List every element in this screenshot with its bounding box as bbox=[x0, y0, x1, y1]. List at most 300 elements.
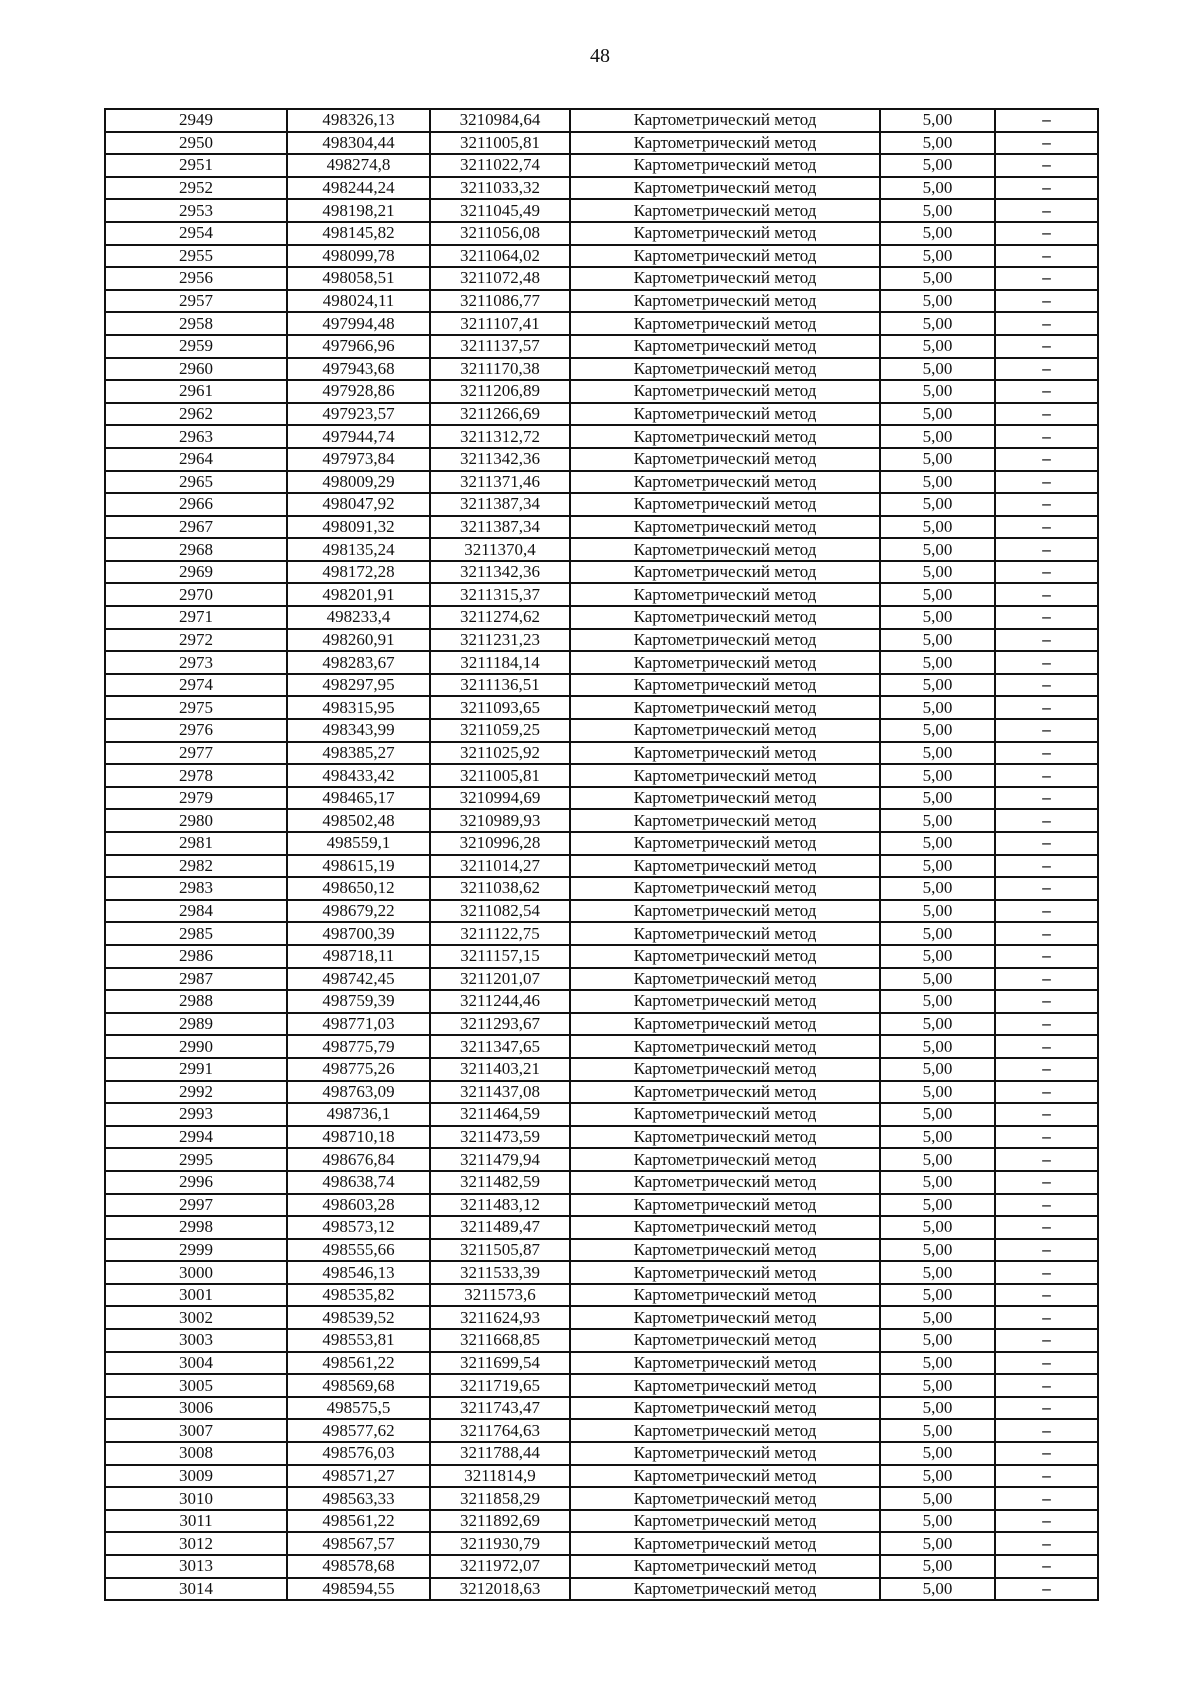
point-number-cell: 2991 bbox=[105, 1058, 287, 1081]
y-coordinate-cell: 3211005,81 bbox=[430, 764, 570, 787]
table-row bbox=[105, 267, 1098, 290]
point-number-cell: 2958 bbox=[105, 312, 287, 335]
accuracy-cell: 5,00 bbox=[880, 742, 995, 765]
dash-cell: – bbox=[995, 900, 1098, 923]
method-cell: Картометрический метод bbox=[570, 968, 880, 991]
accuracy-cell: 5,00 bbox=[880, 403, 995, 426]
x-coordinate-cell: 497973,84 bbox=[287, 448, 430, 471]
point-number-cell: 3012 bbox=[105, 1532, 287, 1555]
y-coordinate-cell: 3211137,57 bbox=[430, 335, 570, 358]
x-coordinate-cell: 498559,1 bbox=[287, 832, 430, 855]
accuracy-cell: 5,00 bbox=[880, 1284, 995, 1307]
accuracy-cell: 5,00 bbox=[880, 1081, 995, 1104]
point-number-cell: 2963 bbox=[105, 425, 287, 448]
x-coordinate-cell: 498233,4 bbox=[287, 606, 430, 629]
dash-cell: – bbox=[995, 380, 1098, 403]
table-row bbox=[105, 1239, 1098, 1262]
x-coordinate-cell: 498638,74 bbox=[287, 1171, 430, 1194]
point-number-cell: 2962 bbox=[105, 403, 287, 426]
accuracy-cell: 5,00 bbox=[880, 1329, 995, 1352]
y-coordinate-cell: 3211347,65 bbox=[430, 1035, 570, 1058]
accuracy-cell: 5,00 bbox=[880, 1126, 995, 1149]
table-row bbox=[105, 199, 1098, 222]
dash-cell: – bbox=[995, 1171, 1098, 1194]
y-coordinate-cell: 3211082,54 bbox=[430, 900, 570, 923]
y-coordinate-cell: 3211479,94 bbox=[430, 1148, 570, 1171]
method-cell: Картометрический метод bbox=[570, 290, 880, 313]
dash-cell: – bbox=[995, 855, 1098, 878]
method-cell: Картометрический метод bbox=[570, 1510, 880, 1533]
accuracy-cell: 5,00 bbox=[880, 290, 995, 313]
accuracy-cell: 5,00 bbox=[880, 1487, 995, 1510]
method-cell: Картометрический метод bbox=[570, 606, 880, 629]
y-coordinate-cell: 3211033,32 bbox=[430, 177, 570, 200]
point-number-cell: 2981 bbox=[105, 832, 287, 855]
method-cell: Картометрический метод bbox=[570, 312, 880, 335]
table-row bbox=[105, 245, 1098, 268]
dash-cell: – bbox=[995, 1013, 1098, 1036]
x-coordinate-cell: 498099,78 bbox=[287, 245, 430, 268]
y-coordinate-cell: 3211064,02 bbox=[430, 245, 570, 268]
accuracy-cell: 5,00 bbox=[880, 1555, 995, 1578]
table-row bbox=[105, 177, 1098, 200]
dash-cell: – bbox=[995, 787, 1098, 810]
y-coordinate-cell: 3211022,74 bbox=[430, 154, 570, 177]
accuracy-cell: 5,00 bbox=[880, 651, 995, 674]
x-coordinate-cell: 498615,19 bbox=[287, 855, 430, 878]
accuracy-cell: 5,00 bbox=[880, 493, 995, 516]
accuracy-cell: 5,00 bbox=[880, 968, 995, 991]
table-row bbox=[105, 1035, 1098, 1058]
y-coordinate-cell: 3211315,37 bbox=[430, 583, 570, 606]
y-coordinate-cell: 3211573,6 bbox=[430, 1284, 570, 1307]
x-coordinate-cell: 498775,79 bbox=[287, 1035, 430, 1058]
accuracy-cell: 5,00 bbox=[880, 855, 995, 878]
method-cell: Картометрический метод bbox=[570, 990, 880, 1013]
point-number-cell: 2999 bbox=[105, 1239, 287, 1262]
method-cell: Картометрический метод bbox=[570, 764, 880, 787]
dash-cell: – bbox=[995, 132, 1098, 155]
accuracy-cell: 5,00 bbox=[880, 132, 995, 155]
y-coordinate-cell: 3211930,79 bbox=[430, 1532, 570, 1555]
accuracy-cell: 5,00 bbox=[880, 900, 995, 923]
dash-cell: – bbox=[995, 335, 1098, 358]
dash-cell: – bbox=[995, 1081, 1098, 1104]
method-cell: Картометрический метод bbox=[570, 922, 880, 945]
table-row bbox=[105, 1419, 1098, 1442]
point-number-cell: 2982 bbox=[105, 855, 287, 878]
point-number-cell: 2967 bbox=[105, 516, 287, 539]
table-row bbox=[105, 1329, 1098, 1352]
dash-cell: – bbox=[995, 583, 1098, 606]
accuracy-cell: 5,00 bbox=[880, 154, 995, 177]
y-coordinate-cell: 3211719,65 bbox=[430, 1374, 570, 1397]
accuracy-cell: 5,00 bbox=[880, 1035, 995, 1058]
y-coordinate-cell: 3211387,34 bbox=[430, 493, 570, 516]
y-coordinate-cell: 3211184,14 bbox=[430, 651, 570, 674]
point-number-cell: 2951 bbox=[105, 154, 287, 177]
point-number-cell: 2995 bbox=[105, 1148, 287, 1171]
method-cell: Картометрический метод bbox=[570, 1352, 880, 1375]
dash-cell: – bbox=[995, 222, 1098, 245]
dash-cell: – bbox=[995, 154, 1098, 177]
method-cell: Картометрический метод bbox=[570, 1148, 880, 1171]
y-coordinate-cell: 3210994,69 bbox=[430, 787, 570, 810]
method-cell: Картометрический метод bbox=[570, 1397, 880, 1420]
y-coordinate-cell: 3211699,54 bbox=[430, 1352, 570, 1375]
method-cell: Картометрический метод bbox=[570, 945, 880, 968]
point-number-cell: 2965 bbox=[105, 471, 287, 494]
x-coordinate-cell: 498315,95 bbox=[287, 696, 430, 719]
dash-cell: – bbox=[995, 425, 1098, 448]
method-cell: Картометрический метод bbox=[570, 1465, 880, 1488]
accuracy-cell: 5,00 bbox=[880, 1194, 995, 1217]
point-number-cell: 2985 bbox=[105, 922, 287, 945]
dash-cell: – bbox=[995, 1126, 1098, 1149]
x-coordinate-cell: 498297,95 bbox=[287, 674, 430, 697]
table-row bbox=[105, 1126, 1098, 1149]
dash-cell: – bbox=[995, 1103, 1098, 1126]
dash-cell: – bbox=[995, 922, 1098, 945]
method-cell: Картометрический метод bbox=[570, 538, 880, 561]
table-row bbox=[105, 335, 1098, 358]
table-row bbox=[105, 471, 1098, 494]
method-cell: Картометрический метод bbox=[570, 1261, 880, 1284]
y-coordinate-cell: 3211489,47 bbox=[430, 1216, 570, 1239]
table-row bbox=[105, 787, 1098, 810]
point-number-cell: 3004 bbox=[105, 1352, 287, 1375]
table-row bbox=[105, 877, 1098, 900]
y-coordinate-cell: 3211370,4 bbox=[430, 538, 570, 561]
method-cell: Картометрический метод bbox=[570, 651, 880, 674]
point-number-cell: 2955 bbox=[105, 245, 287, 268]
point-number-cell: 2973 bbox=[105, 651, 287, 674]
x-coordinate-cell: 498555,66 bbox=[287, 1239, 430, 1262]
method-cell: Картометрический метод bbox=[570, 154, 880, 177]
x-coordinate-cell: 498576,03 bbox=[287, 1442, 430, 1465]
y-coordinate-cell: 3211505,87 bbox=[430, 1239, 570, 1262]
accuracy-cell: 5,00 bbox=[880, 990, 995, 1013]
table-row bbox=[105, 109, 1098, 132]
x-coordinate-cell: 498571,27 bbox=[287, 1465, 430, 1488]
x-coordinate-cell: 498573,12 bbox=[287, 1216, 430, 1239]
method-cell: Картометрический метод bbox=[570, 1216, 880, 1239]
accuracy-cell: 5,00 bbox=[880, 629, 995, 652]
x-coordinate-cell: 498024,11 bbox=[287, 290, 430, 313]
x-coordinate-cell: 498385,27 bbox=[287, 742, 430, 765]
x-coordinate-cell: 498274,8 bbox=[287, 154, 430, 177]
method-cell: Картометрический метод bbox=[570, 1487, 880, 1510]
point-number-cell: 2961 bbox=[105, 380, 287, 403]
table-row bbox=[105, 358, 1098, 381]
dash-cell: – bbox=[995, 538, 1098, 561]
method-cell: Картометрический метод bbox=[570, 674, 880, 697]
x-coordinate-cell: 498283,67 bbox=[287, 651, 430, 674]
table-row bbox=[105, 1284, 1098, 1307]
coordinates-table bbox=[104, 108, 1099, 1601]
x-coordinate-cell: 497943,68 bbox=[287, 358, 430, 381]
method-cell: Картометрический метод bbox=[570, 380, 880, 403]
table-row bbox=[105, 1442, 1098, 1465]
method-cell: Картометрический метод bbox=[570, 267, 880, 290]
y-coordinate-cell: 3211107,41 bbox=[430, 312, 570, 335]
x-coordinate-cell: 498546,13 bbox=[287, 1261, 430, 1284]
point-number-cell: 2953 bbox=[105, 199, 287, 222]
y-coordinate-cell: 3211170,38 bbox=[430, 358, 570, 381]
table-row bbox=[105, 1103, 1098, 1126]
table-row bbox=[105, 538, 1098, 561]
dash-cell: – bbox=[995, 1261, 1098, 1284]
accuracy-cell: 5,00 bbox=[880, 1148, 995, 1171]
x-coordinate-cell: 498009,29 bbox=[287, 471, 430, 494]
table-row bbox=[105, 1374, 1098, 1397]
x-coordinate-cell: 498047,92 bbox=[287, 493, 430, 516]
method-cell: Картометрический метод bbox=[570, 629, 880, 652]
accuracy-cell: 5,00 bbox=[880, 1216, 995, 1239]
accuracy-cell: 5,00 bbox=[880, 787, 995, 810]
method-cell: Картометрический метод bbox=[570, 1532, 880, 1555]
y-coordinate-cell: 3211206,89 bbox=[430, 380, 570, 403]
method-cell: Картометрический метод bbox=[570, 809, 880, 832]
accuracy-cell: 5,00 bbox=[880, 245, 995, 268]
method-cell: Картометрический метод bbox=[570, 1103, 880, 1126]
x-coordinate-cell: 498343,99 bbox=[287, 719, 430, 742]
point-number-cell: 2970 bbox=[105, 583, 287, 606]
method-cell: Картометрический метод bbox=[570, 1374, 880, 1397]
x-coordinate-cell: 498594,55 bbox=[287, 1578, 430, 1601]
point-number-cell: 2992 bbox=[105, 1081, 287, 1104]
x-coordinate-cell: 498575,5 bbox=[287, 1397, 430, 1420]
accuracy-cell: 5,00 bbox=[880, 267, 995, 290]
y-coordinate-cell: 3211342,36 bbox=[430, 561, 570, 584]
accuracy-cell: 5,00 bbox=[880, 1465, 995, 1488]
x-coordinate-cell: 498465,17 bbox=[287, 787, 430, 810]
method-cell: Картометрический метод bbox=[570, 1171, 880, 1194]
x-coordinate-cell: 498326,13 bbox=[287, 109, 430, 132]
method-cell: Картометрический метод bbox=[570, 177, 880, 200]
point-number-cell: 2979 bbox=[105, 787, 287, 810]
point-number-cell: 2975 bbox=[105, 696, 287, 719]
table-row bbox=[105, 719, 1098, 742]
method-cell: Картометрический метод bbox=[570, 1058, 880, 1081]
method-cell: Картометрический метод bbox=[570, 1419, 880, 1442]
accuracy-cell: 5,00 bbox=[880, 1171, 995, 1194]
method-cell: Картометрический метод bbox=[570, 1081, 880, 1104]
accuracy-cell: 5,00 bbox=[880, 832, 995, 855]
point-number-cell: 2959 bbox=[105, 335, 287, 358]
y-coordinate-cell: 3211437,08 bbox=[430, 1081, 570, 1104]
point-number-cell: 3010 bbox=[105, 1487, 287, 1510]
accuracy-cell: 5,00 bbox=[880, 199, 995, 222]
method-cell: Картометрический метод bbox=[570, 1442, 880, 1465]
dash-cell: – bbox=[995, 358, 1098, 381]
y-coordinate-cell: 3210996,28 bbox=[430, 832, 570, 855]
table-row bbox=[105, 516, 1098, 539]
accuracy-cell: 5,00 bbox=[880, 696, 995, 719]
accuracy-cell: 5,00 bbox=[880, 516, 995, 539]
accuracy-cell: 5,00 bbox=[880, 1532, 995, 1555]
x-coordinate-cell: 498172,28 bbox=[287, 561, 430, 584]
point-number-cell: 2984 bbox=[105, 900, 287, 923]
table-row bbox=[105, 403, 1098, 426]
dash-cell: – bbox=[995, 312, 1098, 335]
accuracy-cell: 5,00 bbox=[880, 1442, 995, 1465]
method-cell: Картометрический метод bbox=[570, 1239, 880, 1262]
method-cell: Картометрический метод bbox=[570, 516, 880, 539]
y-coordinate-cell: 3211038,62 bbox=[430, 877, 570, 900]
table-row bbox=[105, 990, 1098, 1013]
dash-cell: – bbox=[995, 1058, 1098, 1081]
point-number-cell: 2974 bbox=[105, 674, 287, 697]
y-coordinate-cell: 3211231,23 bbox=[430, 629, 570, 652]
x-coordinate-cell: 498567,57 bbox=[287, 1532, 430, 1555]
x-coordinate-cell: 498771,03 bbox=[287, 1013, 430, 1036]
accuracy-cell: 5,00 bbox=[880, 358, 995, 381]
table-row bbox=[105, 832, 1098, 855]
table-row bbox=[105, 1194, 1098, 1217]
method-cell: Картометрический метод bbox=[570, 1329, 880, 1352]
point-number-cell: 2994 bbox=[105, 1126, 287, 1149]
x-coordinate-cell: 498563,33 bbox=[287, 1487, 430, 1510]
point-number-cell: 2972 bbox=[105, 629, 287, 652]
point-number-cell: 2977 bbox=[105, 742, 287, 765]
dash-cell: – bbox=[995, 1487, 1098, 1510]
dash-cell: – bbox=[995, 1419, 1098, 1442]
method-cell: Картометрический метод bbox=[570, 900, 880, 923]
accuracy-cell: 5,00 bbox=[880, 448, 995, 471]
y-coordinate-cell: 3211005,81 bbox=[430, 132, 570, 155]
point-number-cell: 2993 bbox=[105, 1103, 287, 1126]
accuracy-cell: 5,00 bbox=[880, 1261, 995, 1284]
method-cell: Картометрический метод bbox=[570, 448, 880, 471]
x-coordinate-cell: 498742,45 bbox=[287, 968, 430, 991]
method-cell: Картометрический метод bbox=[570, 1306, 880, 1329]
dash-cell: – bbox=[995, 1216, 1098, 1239]
x-coordinate-cell: 497923,57 bbox=[287, 403, 430, 426]
point-number-cell: 2987 bbox=[105, 968, 287, 991]
x-coordinate-cell: 498561,22 bbox=[287, 1510, 430, 1533]
dash-cell: – bbox=[995, 1239, 1098, 1262]
x-coordinate-cell: 497928,86 bbox=[287, 380, 430, 403]
table-row bbox=[105, 1510, 1098, 1533]
accuracy-cell: 5,00 bbox=[880, 922, 995, 945]
point-number-cell: 2966 bbox=[105, 493, 287, 516]
table-row bbox=[105, 1013, 1098, 1036]
x-coordinate-cell: 498304,44 bbox=[287, 132, 430, 155]
accuracy-cell: 5,00 bbox=[880, 222, 995, 245]
y-coordinate-cell: 3211892,69 bbox=[430, 1510, 570, 1533]
y-coordinate-cell: 3211483,12 bbox=[430, 1194, 570, 1217]
table-row bbox=[105, 1261, 1098, 1284]
x-coordinate-cell: 498603,28 bbox=[287, 1194, 430, 1217]
accuracy-cell: 5,00 bbox=[880, 945, 995, 968]
table-row bbox=[105, 1058, 1098, 1081]
table-row bbox=[105, 651, 1098, 674]
x-coordinate-cell: 498535,82 bbox=[287, 1284, 430, 1307]
accuracy-cell: 5,00 bbox=[880, 674, 995, 697]
table-row bbox=[105, 1487, 1098, 1510]
method-cell: Картометрический метод bbox=[570, 787, 880, 810]
dash-cell: – bbox=[995, 742, 1098, 765]
point-number-cell: 2996 bbox=[105, 1171, 287, 1194]
accuracy-cell: 5,00 bbox=[880, 1419, 995, 1442]
x-coordinate-cell: 498058,51 bbox=[287, 267, 430, 290]
accuracy-cell: 5,00 bbox=[880, 1578, 995, 1601]
y-coordinate-cell: 3211788,44 bbox=[430, 1442, 570, 1465]
y-coordinate-cell: 3211136,51 bbox=[430, 674, 570, 697]
table-row bbox=[105, 583, 1098, 606]
table-row bbox=[105, 922, 1098, 945]
dash-cell: – bbox=[995, 561, 1098, 584]
dash-cell: – bbox=[995, 1374, 1098, 1397]
dash-cell: – bbox=[995, 1510, 1098, 1533]
point-number-cell: 2952 bbox=[105, 177, 287, 200]
dash-cell: – bbox=[995, 877, 1098, 900]
table-row bbox=[105, 1352, 1098, 1375]
dash-cell: – bbox=[995, 606, 1098, 629]
y-coordinate-cell: 3211743,47 bbox=[430, 1397, 570, 1420]
table-row bbox=[105, 968, 1098, 991]
table-row bbox=[105, 493, 1098, 516]
x-coordinate-cell: 498553,81 bbox=[287, 1329, 430, 1352]
x-coordinate-cell: 498561,22 bbox=[287, 1352, 430, 1375]
y-coordinate-cell: 3211624,93 bbox=[430, 1306, 570, 1329]
x-coordinate-cell: 498135,24 bbox=[287, 538, 430, 561]
method-cell: Картометрический метод bbox=[570, 222, 880, 245]
point-number-cell: 2998 bbox=[105, 1216, 287, 1239]
table-row bbox=[105, 1081, 1098, 1104]
y-coordinate-cell: 3211086,77 bbox=[430, 290, 570, 313]
accuracy-cell: 5,00 bbox=[880, 177, 995, 200]
accuracy-cell: 5,00 bbox=[880, 1013, 995, 1036]
y-coordinate-cell: 3211814,9 bbox=[430, 1465, 570, 1488]
accuracy-cell: 5,00 bbox=[880, 1103, 995, 1126]
y-coordinate-cell: 3211266,69 bbox=[430, 403, 570, 426]
method-cell: Картометрический метод bbox=[570, 109, 880, 132]
x-coordinate-cell: 498260,91 bbox=[287, 629, 430, 652]
y-coordinate-cell: 3211371,46 bbox=[430, 471, 570, 494]
point-number-cell: 2978 bbox=[105, 764, 287, 787]
accuracy-cell: 5,00 bbox=[880, 312, 995, 335]
x-coordinate-cell: 497944,74 bbox=[287, 425, 430, 448]
dash-cell: – bbox=[995, 1194, 1098, 1217]
accuracy-cell: 5,00 bbox=[880, 809, 995, 832]
dash-cell: – bbox=[995, 1284, 1098, 1307]
method-cell: Картометрический метод bbox=[570, 742, 880, 765]
method-cell: Картометрический метод bbox=[570, 1035, 880, 1058]
accuracy-cell: 5,00 bbox=[880, 606, 995, 629]
point-number-cell: 2968 bbox=[105, 538, 287, 561]
y-coordinate-cell: 3211764,63 bbox=[430, 1419, 570, 1442]
dash-cell: – bbox=[995, 1035, 1098, 1058]
point-number-cell: 2976 bbox=[105, 719, 287, 742]
method-cell: Картометрический метод bbox=[570, 719, 880, 742]
y-coordinate-cell: 3211387,34 bbox=[430, 516, 570, 539]
page-number: 48 bbox=[590, 45, 610, 67]
method-cell: Картометрический метод bbox=[570, 358, 880, 381]
y-coordinate-cell: 3211312,72 bbox=[430, 425, 570, 448]
point-number-cell: 2950 bbox=[105, 132, 287, 155]
y-coordinate-cell: 3211056,08 bbox=[430, 222, 570, 245]
dash-cell: – bbox=[995, 764, 1098, 787]
table-row bbox=[105, 1555, 1098, 1578]
point-number-cell: 3000 bbox=[105, 1261, 287, 1284]
y-coordinate-cell: 3211668,85 bbox=[430, 1329, 570, 1352]
dash-cell: – bbox=[995, 448, 1098, 471]
point-number-cell: 3011 bbox=[105, 1510, 287, 1533]
dash-cell: – bbox=[995, 651, 1098, 674]
point-number-cell: 2949 bbox=[105, 109, 287, 132]
